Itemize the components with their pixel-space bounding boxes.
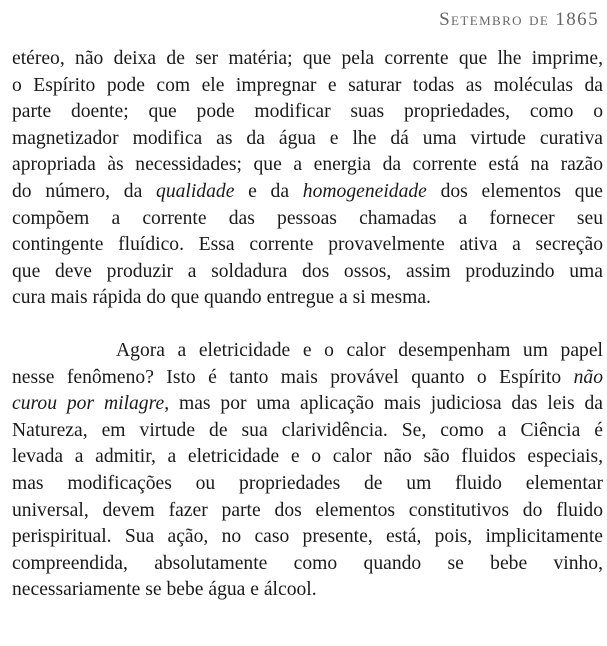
text-line: necessariamente se bebe água e álcool.	[12, 579, 317, 601]
text-line: apropriada às necessidades; que a energia da corrente está na razão	[12, 154, 603, 176]
text-line: etéreo, não deixa de ser matéria; que pela corrente que lhe imprime,	[12, 48, 603, 69]
body-text	[12, 46, 603, 604]
text-line: perispiritual. Sua ação, no caso presente, está, pois, implicitamente	[12, 526, 603, 548]
text-line: parte doente; que pode modificar suas propriedades, como o	[12, 101, 603, 123]
text-run: do número, da	[12, 180, 157, 202]
italic-term: qualidade	[156, 180, 235, 202]
paragraph	[12, 338, 603, 604]
text-line: compõem a corrente das pessoas chamadas a fornecer seu	[12, 207, 603, 229]
text-run: , mas por uma aplicação mais judiciosa das leis da	[164, 393, 603, 415]
text-line	[12, 365, 603, 392]
text-line: cura mais rápida do que quando entregue a si mesma.	[12, 287, 431, 309]
italic-term: homogeneidade	[302, 180, 427, 202]
text-line	[12, 179, 603, 206]
text-line: Agora a eletricidade e o calor desempenham um papel	[116, 339, 603, 361]
text-line: mas modificações ou propriedades de um fluido elementar	[12, 472, 603, 494]
text-run: nesse fenômeno? Isto é tanto mais provável quanto o Espírito	[12, 366, 574, 388]
text-run: e da	[234, 180, 303, 202]
italic-term: curou por milagre	[12, 393, 165, 415]
italic-term: não	[573, 366, 603, 388]
text-line: compreendida, absolutamente como quando se bebe vinho,	[12, 552, 603, 574]
text-line: magnetizador modifica as da água e lhe dá uma virtude curativa	[12, 127, 603, 149]
text-line: contingente fluídico. Essa corrente provavelmente ativa a secreção	[12, 234, 603, 256]
text-line: o Espírito pode com ele impregnar e saturar todas as moléculas da	[12, 74, 603, 96]
text-line: levada a admitir, a eletricidade e o calor não são fluidos especiais,	[12, 446, 603, 468]
text-line: Natureza, em virtude de sua clarividência. Se, como a Ciência é	[12, 419, 603, 441]
text-line: universal, devem fazer parte dos elementos constitutivos do fluido	[12, 499, 603, 521]
text-line	[12, 391, 603, 418]
paragraph	[12, 46, 603, 312]
text-line: que deve produzir a soldadura dos ossos, assim produzindo uma	[12, 260, 603, 282]
text-run: dos elementos que	[426, 180, 603, 202]
running-head: Setembro de 1865	[439, 9, 599, 30]
